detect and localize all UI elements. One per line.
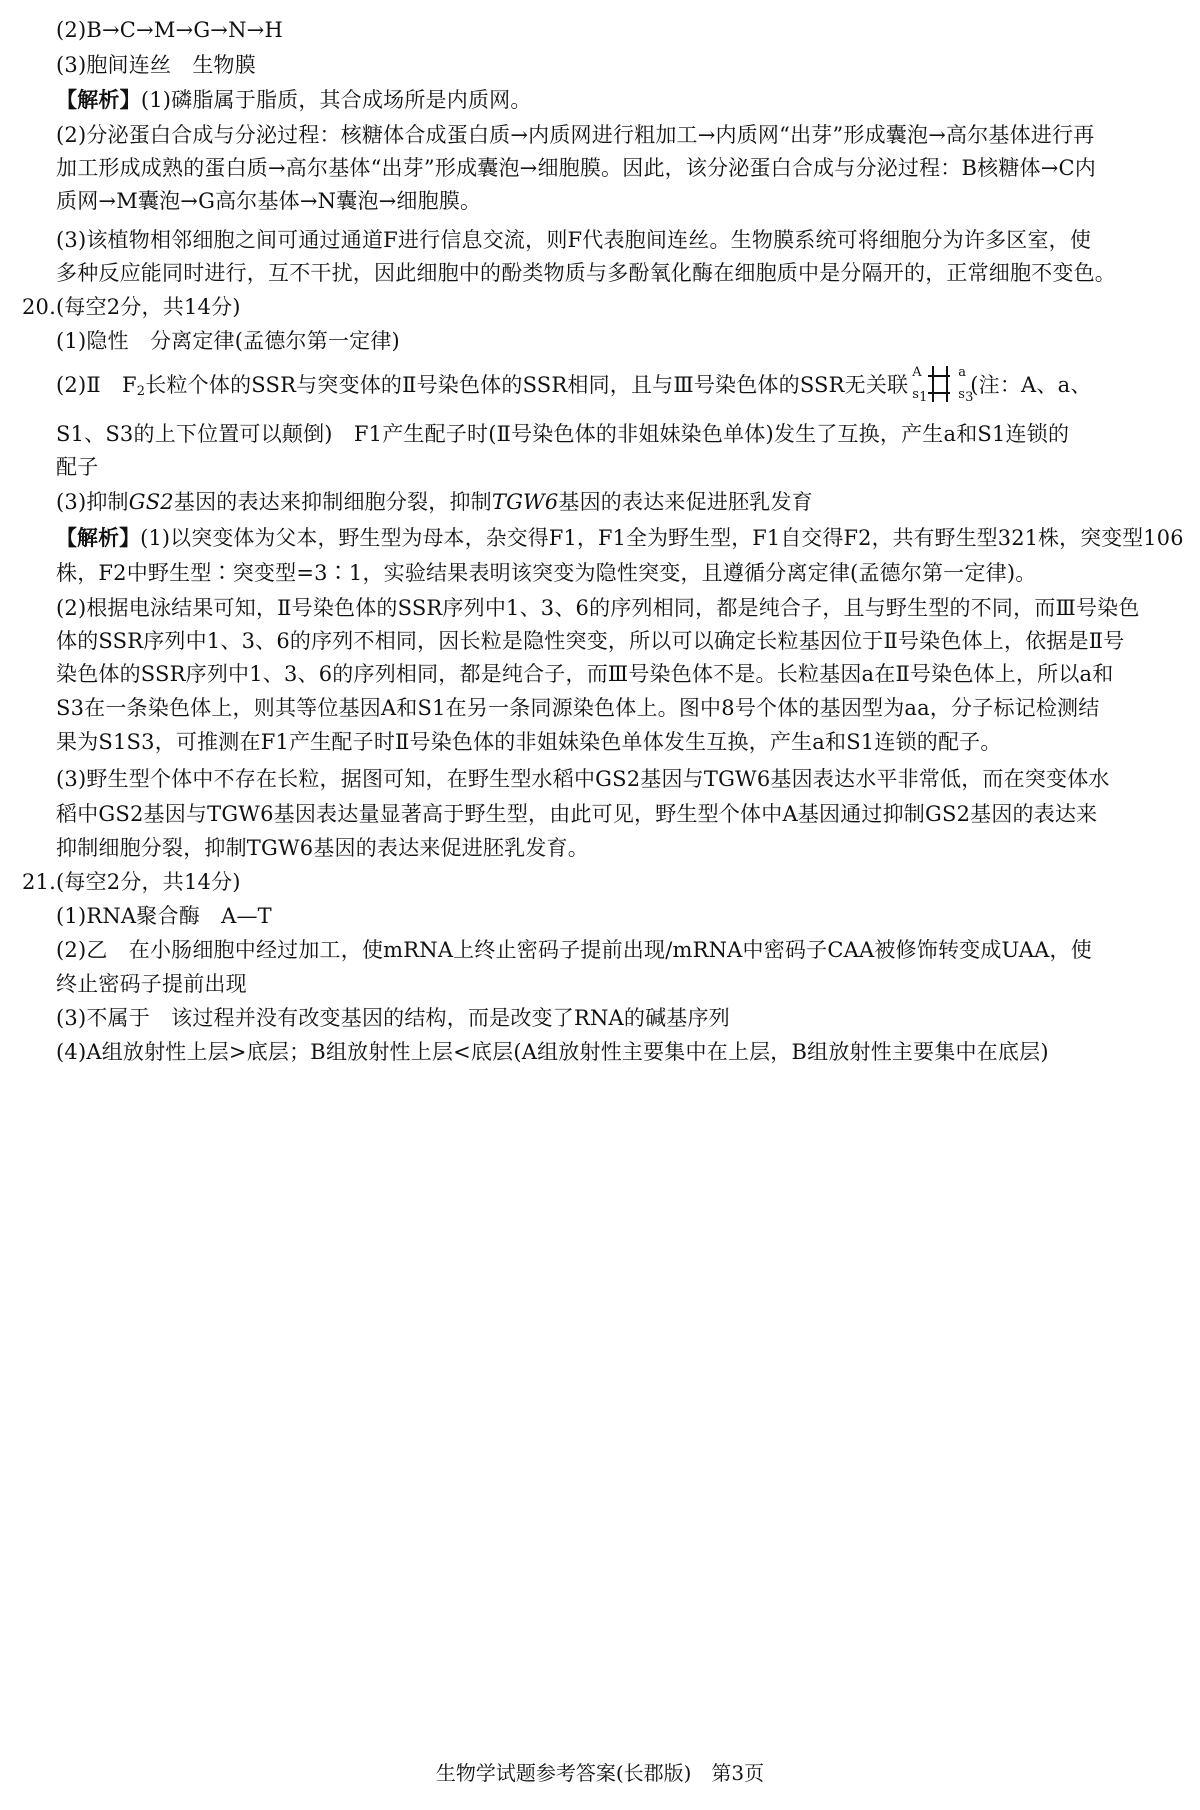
text: s bbox=[958, 386, 966, 402]
q19-analysis-2-line2: 加工形成成熟的蛋白质→高尔基体“出芽”形成囊泡→细胞膜。因此，该分泌蛋白合成与分泌过程：B核糖体→C内 bbox=[56, 156, 1096, 180]
locus-tick-bottom bbox=[928, 392, 950, 394]
text: (注：A、a、 bbox=[970, 373, 1092, 397]
text: s bbox=[912, 386, 920, 402]
subscript: 3 bbox=[965, 389, 974, 405]
q20-analysis-2-line2: 体的SSR序列中1、3、6的序列不相同，因长粒是隐性突变，所以可以确定长粒基因位于Ⅱ号染色体上，依据是Ⅱ号 bbox=[56, 629, 1125, 653]
q19-analysis-3-line1: (3)该植物相邻细胞之间可通过通道F进行信息交流，则F代表胞间连丝。生物膜系统可将细胞分为许多区室，使 bbox=[56, 228, 1092, 252]
q20-answer-3 bbox=[56, 488, 813, 516]
q20-answer-2-line3: 配子 bbox=[56, 455, 99, 479]
q20-answer-1: (1)隐性 分离定律(孟德尔第一定律) bbox=[56, 329, 400, 353]
q20-analysis-2-line3: 染色体的SSR序列中1、3、6的序列相同，都是纯合子，而Ⅲ号染色体不是。长粒基因a在Ⅱ号染色体上，所以a和 bbox=[56, 662, 1114, 686]
chromosome-bar-right bbox=[946, 366, 948, 402]
marker-s3-label bbox=[958, 388, 973, 404]
analysis-tag: 【解析】 bbox=[56, 87, 141, 112]
q21-answer-2-line2: 终止密码子提前出现 bbox=[56, 972, 247, 996]
q19-analysis-1 bbox=[56, 86, 532, 114]
subscript: 1 bbox=[919, 389, 928, 405]
allele-A-label: A bbox=[912, 364, 922, 380]
q20-analysis-1-line1 bbox=[56, 524, 1184, 552]
q21-answer-2-line1: (2)乙 在小肠细胞中经过加工，使mRNA上终止密码子提前出现/mRNA中密码子CAA被修饰转变成UAA，使 bbox=[56, 938, 1092, 962]
q19-answer-3: (3)胞间连丝 生物膜 bbox=[56, 53, 256, 77]
text: 长粒个体的SSR与突变体的Ⅱ号染色体的SSR相同，且与Ⅲ号染色体的SSR无关联 bbox=[145, 373, 909, 397]
text: 基因的表达来抑制细胞分裂，抑制 bbox=[173, 490, 492, 514]
marker-s1-label bbox=[912, 388, 927, 404]
q21-heading: 21.(每空2分，共14分) bbox=[22, 870, 241, 894]
q20-analysis-3-line3: 抑制细胞分裂，抑制TGW6基因的表达来促进胚乳发育。 bbox=[56, 836, 589, 860]
gene-name: TGW6 bbox=[491, 490, 559, 514]
q20-heading: 20.(每空2分，共14分) bbox=[22, 295, 241, 319]
q20-analysis-1-line2: 株，F2中野生型∶突变型=3∶1，实验结果表明该突变为隐性突变，且遵循分离定律(孟德尔第一定律)。 bbox=[56, 561, 1037, 585]
page-footer: 生物学试题参考答案(长郡版) 第3页 bbox=[435, 1761, 765, 1785]
analysis-text: (1)以突变体为父本，野生型为母本，杂交得F1，F1全为野生型，F1自交得F2，共有野生型321株，突变型106 bbox=[140, 526, 1184, 550]
q20-analysis-3-line2: 稻中GS2基因与TGW6基因表达量显著高于野生型，由此可见，野生型个体中A基因通过抑制GS2基因的表达来 bbox=[56, 802, 1098, 826]
analysis-text: (1)磷脂属于脂质，其合成场所是内质网。 bbox=[140, 88, 532, 112]
chromosome-diagram bbox=[912, 364, 974, 405]
subscript: 2 bbox=[136, 384, 146, 399]
q20-answer-2-line1 bbox=[56, 364, 1092, 406]
q20-answer-2-line2: S1、S3的上下位置可以颠倒) F1产生配子时(Ⅱ号染色体的非姐妹染色单体)发生了互换，产生a和S1连锁的 bbox=[56, 422, 1070, 446]
q19-analysis-3-line2: 多种反应能同时进行，互不干扰，因此细胞中的酚类物质与多酚氧化酶在细胞质中是分隔开的，正常细胞不变色。 bbox=[56, 261, 1116, 285]
analysis-tag: 【解析】 bbox=[56, 525, 141, 550]
q19-analysis-2-line3: 质网→M囊泡→G高尔基体→N囊泡→细胞膜。 bbox=[56, 189, 482, 213]
text: (2)Ⅱ F bbox=[56, 373, 137, 397]
q21-answer-3: (3)不属于 该过程并没有改变基因的结构，而是改变了RNA的碱基序列 bbox=[56, 1006, 730, 1030]
q21-answer-4: (4)A组放射性上层>底层；B组放射性上层<底层(A组放射性主要集中在上层，B组放射性主要集中在底层) bbox=[56, 1040, 1049, 1064]
q19-answer-2: (2)B→C→M→G→N→H bbox=[56, 18, 283, 42]
q20-analysis-2-line1: (2)根据电泳结果可知，Ⅱ号染色体的SSR序列中1、3、6的序列相同，都是纯合子，且与野生型的不同，而Ⅲ号染色 bbox=[56, 596, 1140, 620]
q21-answer-1: (1)RNA聚合酶 A—T bbox=[56, 904, 272, 928]
q19-analysis-2-line1: (2)分泌蛋白合成与分泌过程：核糖体合成蛋白质→内质网进行粗加工→内质网“出芽”形成囊泡→高尔基体进行再 bbox=[56, 123, 1095, 147]
allele-a-label: a bbox=[958, 364, 967, 380]
gene-name: GS2 bbox=[128, 490, 174, 514]
q20-analysis-2-line5: 果为S1S3，可推测在F1产生配子时Ⅱ号染色体的非姐妹染色单体发生互换，产生a和S1连锁的配子。 bbox=[56, 730, 1002, 754]
locus-tick-top bbox=[928, 375, 950, 377]
text: (3)抑制 bbox=[56, 490, 129, 514]
q20-analysis-2-line4: S3在一条染色体上，则其等位基因A和S1在另一条同源染色体上。图中8号个体的基因型为aa，分子标记检测结 bbox=[56, 696, 1100, 720]
chromosome-bar-left bbox=[932, 366, 934, 402]
text: 基因的表达来促进胚乳发育 bbox=[558, 490, 813, 514]
q20-analysis-3-line1: (3)野生型个体中不存在长粒，据图可知，在野生型水稻中GS2基因与TGW6基因表达水平非常低，而在突变体水 bbox=[56, 767, 1110, 791]
